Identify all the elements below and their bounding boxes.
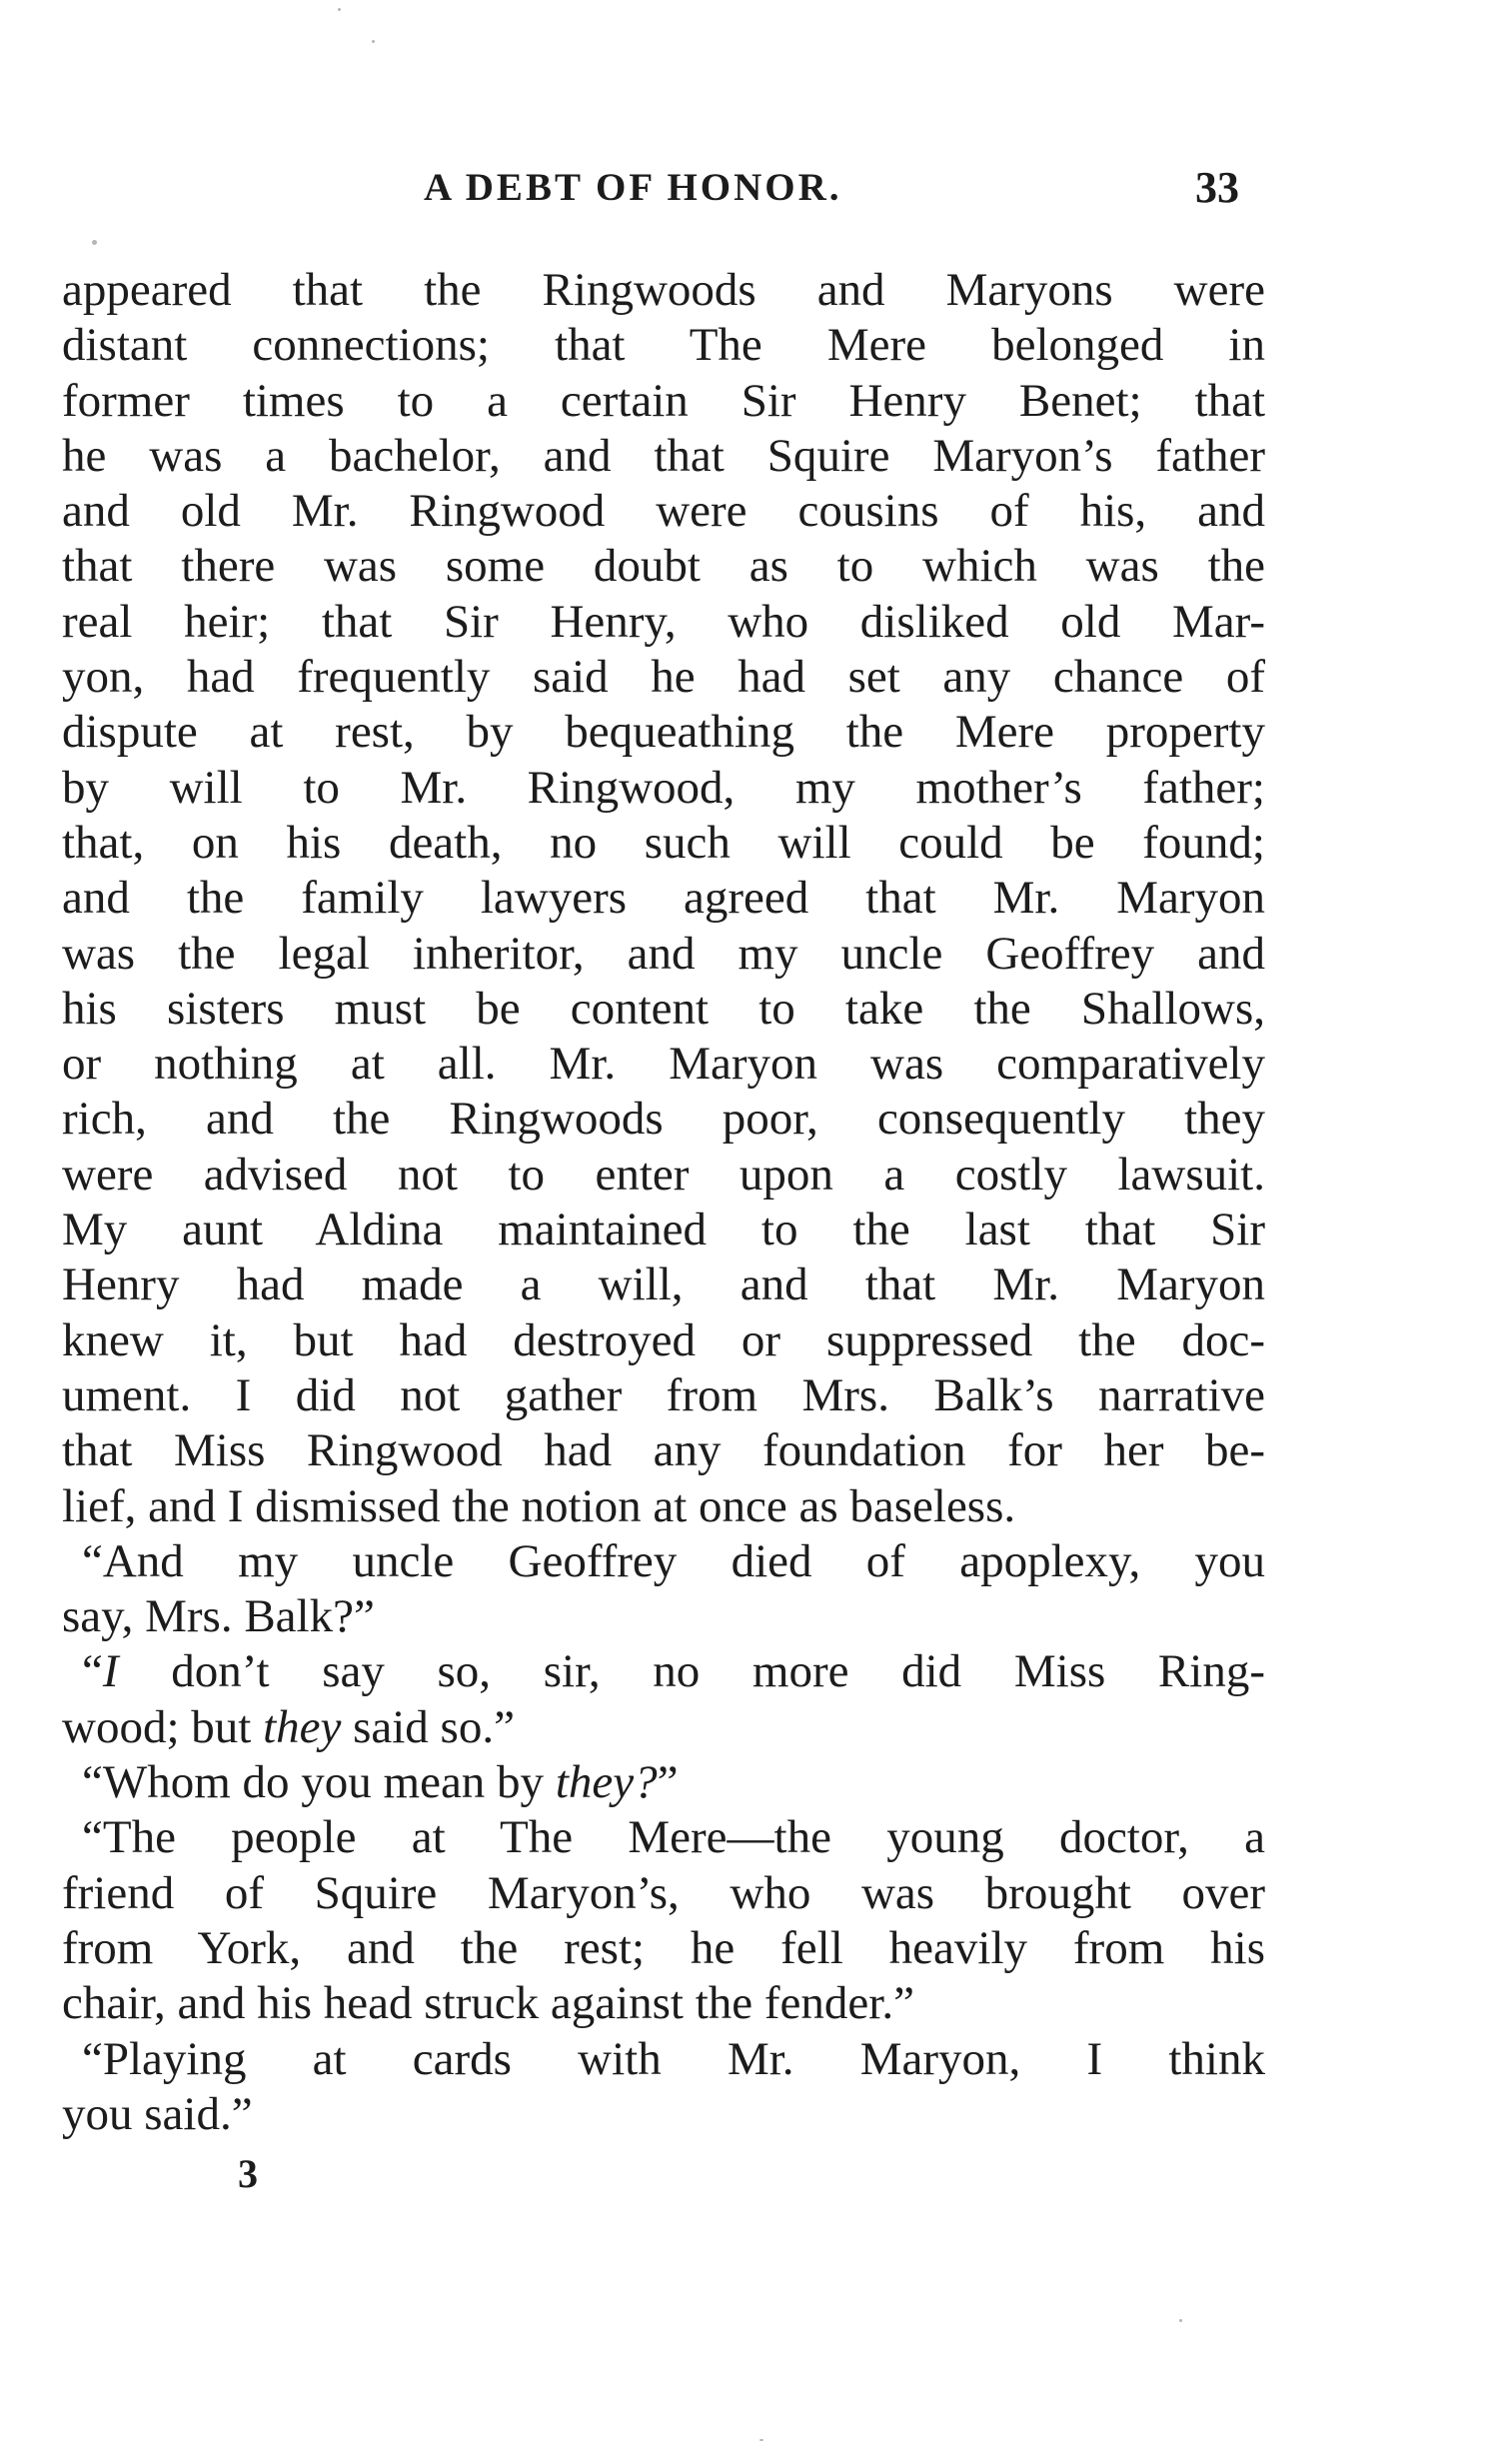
text-line: “Playing at cards with Mr. Maryon, I think — [82, 2032, 1265, 2085]
text-line: rich, and the Ringwoods poor, consequently they — [62, 1093, 1265, 1146]
text-run: don’t say so, sir, no more did Miss Ring- — [118, 1645, 1265, 1698]
text-line: say, Mrs. Balk?” — [62, 1590, 375, 1643]
text-line: his sisters must be content to take the Shallows, — [62, 982, 1265, 1035]
text-line — [62, 1755, 1265, 1810]
text-line: and the family lawyers agreed that Mr. Maryon — [62, 872, 1265, 925]
text-line: distant connections; that The Mere belonged in — [62, 319, 1265, 372]
italic-word: I — [102, 1645, 119, 1698]
text-line: ument. I did not gather from Mrs. Balk’s narrative — [62, 1368, 1265, 1421]
text-line: appeared that the Ringwoods and Maryons were — [62, 264, 1265, 316]
paper-speck — [92, 240, 97, 245]
text-line: chair, and his head struck against the fender.” — [62, 1977, 914, 2030]
text-line: former times to a certain Sir Henry Benet; that — [62, 374, 1265, 427]
text-line: that there was some doubt as to which was the — [62, 540, 1265, 593]
running-head — [62, 158, 1261, 218]
text-line: from York, and the rest; he fell heavily from his — [62, 1921, 1265, 1974]
text-run: ” — [657, 1756, 679, 1809]
paper-speck — [759, 2439, 763, 2441]
text-line: was the legal inheritor, and my uncle Geoffrey and — [62, 927, 1265, 980]
text-line: he was a bachelor, and that Squire Maryon’s father — [62, 429, 1265, 482]
text-line — [62, 1644, 1265, 1699]
text-line: that, on his death, no such will could be found; — [62, 816, 1265, 869]
text-line: were advised not to enter upon a costly lawsuit. — [62, 1148, 1265, 1201]
text-line: you said.” — [62, 2087, 253, 2140]
text-line: real heir; that Sir Henry, who disliked old Mar- — [62, 595, 1265, 648]
text-line: yon, had frequently said he had set any chance of — [62, 651, 1265, 704]
body-text — [62, 263, 1265, 2142]
paper-speck — [372, 40, 375, 43]
paper-speck — [1179, 2319, 1182, 2322]
text-line: or nothing at all. Mr. Maryon was comparatively — [62, 1038, 1265, 1091]
text-line: friend of Squire Maryon’s, who was brought over — [62, 1866, 1265, 1919]
text-run: “Whom do you mean by — [82, 1756, 556, 1809]
signature-mark: 3 — [238, 2151, 258, 2196]
paper-speck — [338, 8, 341, 11]
italic-word: they? — [555, 1756, 658, 1809]
running-title: A DEBT OF HONOR. — [424, 166, 842, 209]
text-line: Henry had made a will, and that Mr. Maryon — [62, 1258, 1265, 1311]
text-line: that Miss Ringwood had any foundation for her be- — [62, 1424, 1265, 1477]
text-line: “And my uncle Geoffrey died of apoplexy, you — [82, 1534, 1265, 1587]
text-line: lief, and I dismissed the notion at once as baseless. — [62, 1479, 1016, 1532]
italic-word: they — [263, 1700, 342, 1753]
page-number: 33 — [1195, 163, 1239, 212]
text-line: dispute at rest, by bequeathing the Mere property — [62, 706, 1265, 759]
text-line: knew it, but had destroyed or suppressed the doc- — [62, 1313, 1265, 1366]
text-run: wood; but — [62, 1700, 264, 1753]
text-run: “ — [82, 1645, 103, 1698]
text-line: “The people at The Mere—the young doctor, a — [82, 1811, 1265, 1864]
text-run: said so.” — [341, 1700, 515, 1753]
text-line: by will to Mr. Ringwood, my mother’s father; — [62, 761, 1265, 814]
text-line: and old Mr. Ringwood were cousins of his, and — [62, 485, 1265, 538]
text-line — [62, 1700, 1265, 1755]
text-line: My aunt Aldina maintained to the last that Sir — [62, 1204, 1265, 1256]
